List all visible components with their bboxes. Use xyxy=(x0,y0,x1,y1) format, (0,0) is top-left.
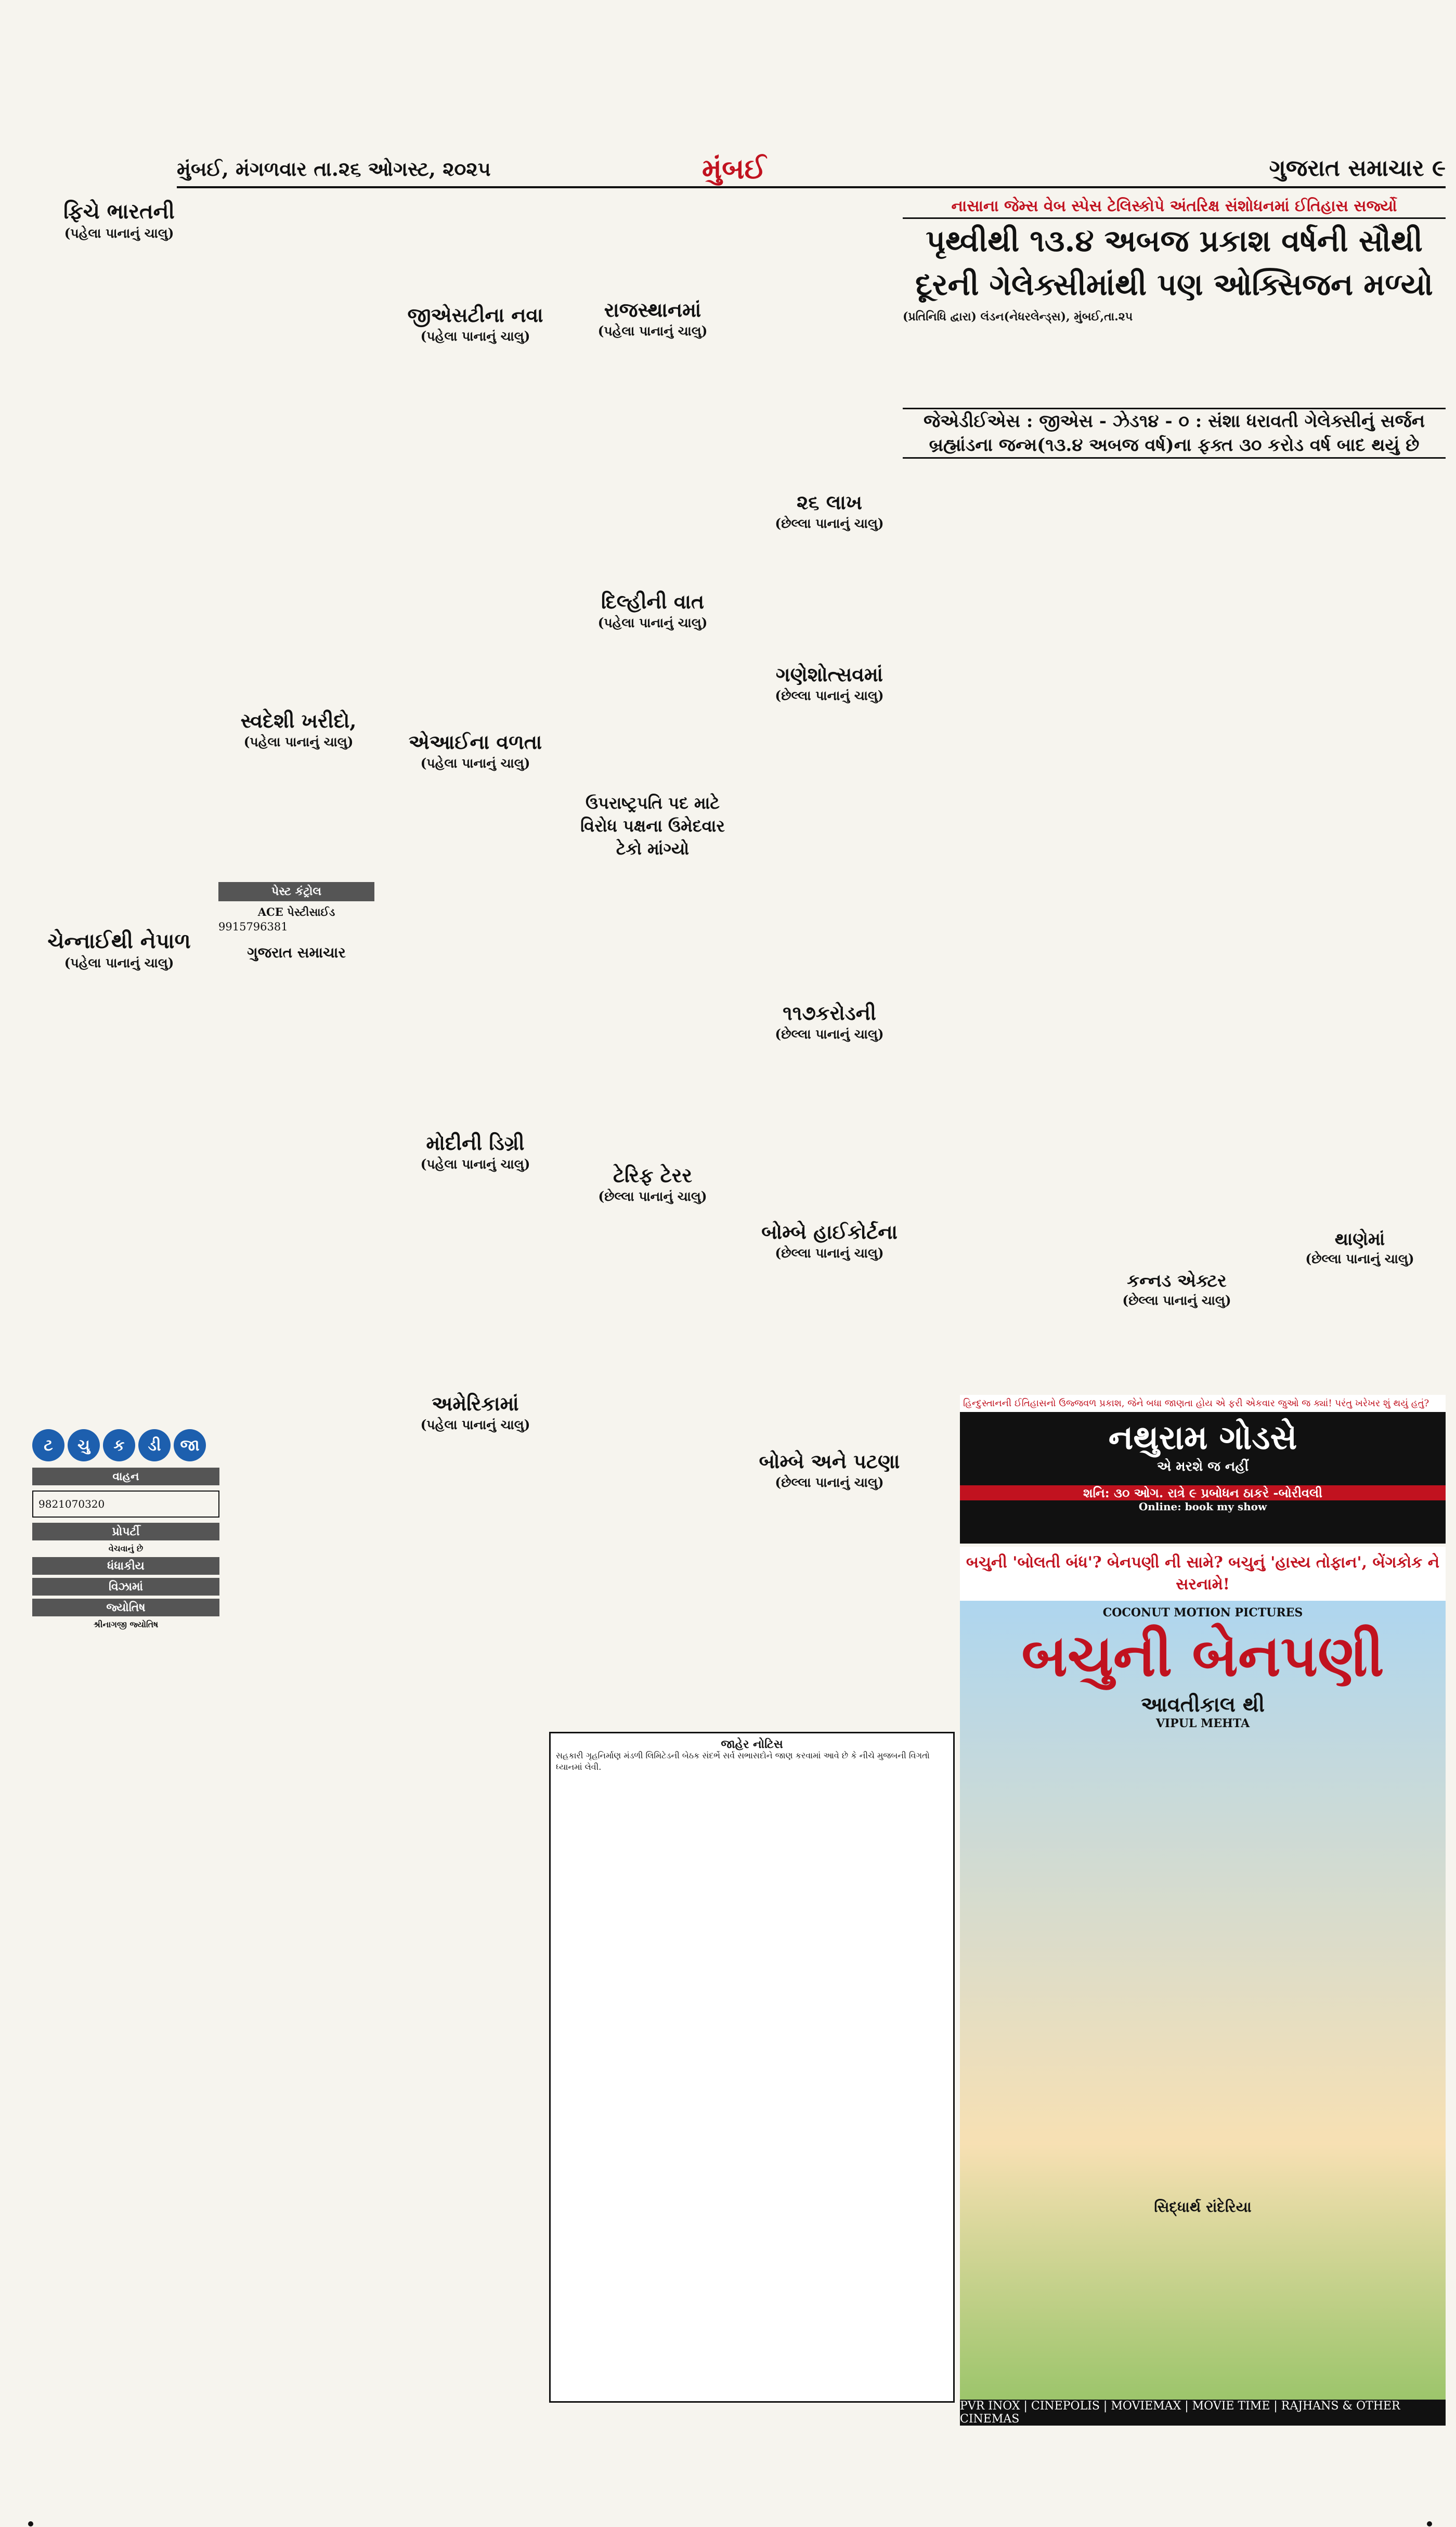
masthead-section: મુંબઈ xyxy=(702,152,766,185)
story-title: ટેરિફ ટેરર xyxy=(613,1163,693,1187)
story-title: અમેરિકામાં xyxy=(432,1392,519,1415)
ad-producer: COCONUT MOTION PICTURES xyxy=(1102,1606,1303,1619)
nathuram-godse-ad xyxy=(960,1395,1446,1544)
category-astrology: જ્યોતિષ xyxy=(32,1599,219,1616)
notice-body: સહકારી ગૃહનિર્માણ મંડળી લિમિટેડની બેઠક સંદર્ભે સર્વ સભાસદોને જાણ કરવામાં આવે છે કે નીચે મુજબની વિગતો ધ્યાનમાં લેવી. xyxy=(556,1751,930,1772)
continuation-label: (પહેલા પાનાનું ચાલુ) xyxy=(420,1417,530,1432)
continuation-label: (પહેલા પાનાનું ચાલુ) xyxy=(243,734,354,749)
lead-story xyxy=(903,196,1446,1158)
lead-headline-2: દૂરની ગેલેક્સીમાંથી પણ ઓક્સિજન મળ્યો xyxy=(915,267,1433,302)
story-title: ગણેશોત્સવમાં xyxy=(775,663,883,686)
pest-company: ACE પેસ્ટીસાઈડ xyxy=(257,905,335,918)
lead-kicker: નાસાના જેમ્સ વેબ સ્પેસ ટેલિસ્કોપે અંતરિક્ષ સંશોધનમાં ઈતિહાસ સર્જ્યો xyxy=(903,196,1446,219)
classified-entry xyxy=(32,1491,219,1518)
tuchukdi-letters xyxy=(32,1429,219,1461)
continuation-label: (છેલ્લા પાનાનું ચાલુ) xyxy=(775,688,884,703)
letter-badge: ડી xyxy=(138,1429,171,1461)
classified-column-2 xyxy=(218,879,374,1347)
astrologer-name: શ્રીનાગજી જ્યોતિષ xyxy=(93,1619,159,1629)
continuation-label: (પહેલા પાનાનું ચાલુ) xyxy=(597,615,708,630)
continuation-label: (છેલ્લા પાનાનું ચાલુ) xyxy=(598,1189,707,1204)
continuation-label: (પહેલા પાનાનું ચાલુ) xyxy=(420,756,530,771)
right-lower-story-2 xyxy=(1274,1165,1446,1389)
category-vehicle: વાહન xyxy=(32,1468,219,1485)
ad-booking: Online: book my show xyxy=(1138,1500,1267,1513)
letter-badge: જા xyxy=(174,1429,206,1461)
continuation-label: (પહેલા પાનાનું ચાલુ) xyxy=(597,323,708,339)
ad-cast: સિદ્ધાર્થ રાંદેરિયા xyxy=(1154,2198,1252,2215)
letter-badge: ટ xyxy=(32,1429,64,1461)
right-lower-story-1 xyxy=(1091,1165,1263,1389)
letter-badge: ચુ xyxy=(68,1429,100,1461)
ad-top-text: હિન્દુસ્તાનની ઈતિહાસનો ઉજ્જવળ પ્રકાશ, જેને બધા જાણતા હોય એ ફરી એકવાર જુઓ જ ક્યાં! પરંતુ ખરેખર શું થયું હતું? xyxy=(960,1395,1446,1412)
story-title: ફિચે ભારતની xyxy=(63,199,175,224)
column-2 xyxy=(215,198,382,874)
story-title: ઉપરાષ્ટ્રપતિ પદ માટે વિરોધ પક્ષના ઉમેદવાર ટેકો માંગ્યો xyxy=(580,793,725,859)
category-pest-control: પેસ્ટ કંટ્રોલ xyxy=(218,882,374,901)
phone-number: 9915796381 xyxy=(218,921,288,933)
masthead-date: મુંબઈ, મંગળવાર તા.૨૬ ઓગસ્ટ, ૨૦૨૫ xyxy=(177,157,491,180)
ad-release: આવતીકાલ થી xyxy=(1140,1692,1265,1717)
category-business: ધંધાકીય xyxy=(32,1557,219,1575)
ad-title: નથુરામ ગોડસે xyxy=(1108,1418,1297,1457)
ad-top-text: બચુની 'બોલતી બંધ'? બેનપણી ની સામે? બચુનું 'હાસ્ય તોફાન', બેંગકોક ને સરનામે! xyxy=(960,1547,1446,1601)
continuation-label: (પહેલા પાનાનું ચાલુ) xyxy=(420,329,530,344)
letter-badge: ક xyxy=(103,1429,135,1461)
story-title: ૧૧૭કરોડની xyxy=(783,1001,876,1025)
story-title: જીએસટીના નવા xyxy=(407,303,543,327)
story-title: ૨૬ લાખ xyxy=(796,490,863,514)
story-title: બોમ્બે અને પટણા xyxy=(759,1449,900,1473)
continuation-label: (છેલ્લા પાનાનું ચાલુ) xyxy=(775,1246,884,1261)
story-title: મોદીની ડિગ્રી xyxy=(426,1131,525,1155)
ad-date: શનિ: ૩૦ ઓગ. રાત્રે ૯ પ્રબોધન ઠાકરે -બોરીવલી xyxy=(960,1485,1446,1500)
story-title: દિલ્હીની વાત xyxy=(601,590,705,613)
story-title: એઆઈના વળતા xyxy=(408,730,542,754)
story-title: રાજસ્થાનમાં xyxy=(604,298,701,321)
public-notice xyxy=(549,1732,955,2403)
continuation-label: (છેલ્લા પાનાનું ચાલુ) xyxy=(775,516,884,531)
continuation-label: (છેલ્લા પાનાનું ચાલુ) xyxy=(1122,1293,1231,1308)
category-visa: વિઝામાં xyxy=(32,1578,219,1596)
ad-director: VIPUL MEHTA xyxy=(1155,1717,1250,1730)
ad-title: બચુની બેનપણી xyxy=(1021,1622,1384,1689)
notice-title: જાહેર નોટિસ xyxy=(721,1738,783,1751)
story-title: થાણેમાં xyxy=(1334,1229,1385,1250)
property-subheading: વેચવાનું છે xyxy=(108,1544,144,1553)
column-5 xyxy=(744,198,915,1716)
column-4 xyxy=(567,198,738,1732)
category-property: પ્રોપર્ટી xyxy=(32,1523,219,1540)
story-title: બોમ્બે હાઈકોર્ટના xyxy=(761,1220,898,1243)
masthead xyxy=(177,154,1446,188)
continuation-label: (પહેલા પાનાનું ચાલુ) xyxy=(64,955,174,970)
column-3 xyxy=(387,198,564,1732)
registration-marks xyxy=(28,2521,1432,2526)
column-1 xyxy=(28,198,210,1404)
ad-subtitle: એ મરશે જ નહીં xyxy=(1156,1459,1249,1474)
continuation-label: (પહેલા પાનાનું ચાલુ) xyxy=(64,226,174,241)
lead-subheadline: જેએડીઈએસ : જીએસ - ઝેડ૧૪ - ૦ : સંશા ધરાવતી ગેલેક્સીનું સર્જન બ્રહ્માંડના જન્મ(૧૩.૪ અબજ વર્ષ)ના ફક્ત ૩૦ કરોડ વર્ષ બાદ થયું છે xyxy=(903,408,1446,459)
continuation-label: (છેલ્લા પાનાનું ચાલુ) xyxy=(775,1475,884,1490)
cinema-strip: PVR INOX | CINEPOLIS | MOVIEMAX | MOVIE TIME | RAJHANS & OTHER CINEMAS xyxy=(960,2400,1446,2426)
bachu-ni-benpani-ad xyxy=(960,1547,1446,2400)
continuation-label: (પહેલા પાનાનું ચાલુ) xyxy=(420,1157,530,1172)
story-title: સ્વદેશી ખરીદો, xyxy=(240,709,357,732)
brand-box: ગુજરાત સમાચાર xyxy=(247,944,346,961)
masthead-paper-name: ગુજરાત સમાચાર ૯ xyxy=(1269,155,1446,182)
continuation-label: (છેલ્લા પાનાનું ચાલુ) xyxy=(1305,1251,1414,1266)
story-title: કન્નડ એક્ટર xyxy=(1127,1271,1227,1291)
lead-headline-1: પૃથ્વીથી ૧૩.૪ અબજ પ્રકાશ વર્ષની સૌથી xyxy=(926,223,1423,258)
continuation-label: (છેલ્લા પાનાનું ચાલુ) xyxy=(775,1027,884,1042)
phone-number: 9821070320 xyxy=(38,1498,105,1510)
story-title: ચેન્નાઈથી નેપાળ xyxy=(47,929,191,953)
lead-dateline: (પ્રતિનિધિ દ્વારા) લંડન(નેધરલેન્ડ્સ), મુંબઈ,તા.૨૫ xyxy=(903,310,1133,323)
